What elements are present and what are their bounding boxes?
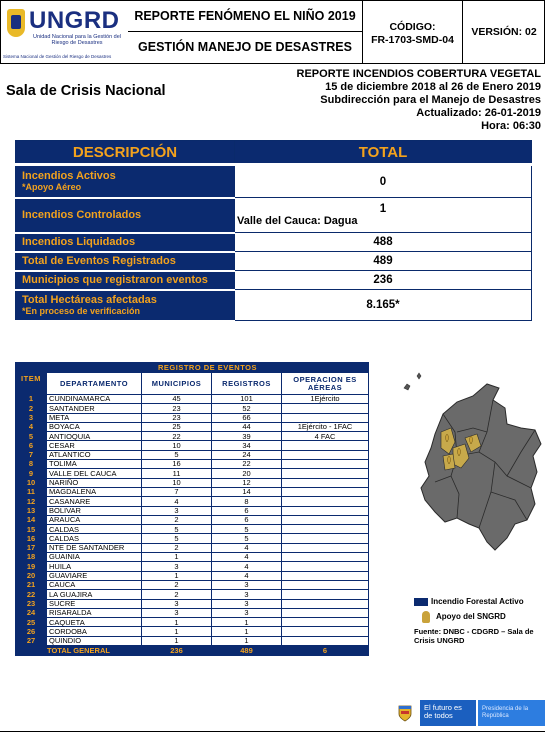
item-number: 7 xyxy=(16,450,47,459)
item-number: 15 xyxy=(16,525,47,534)
registros-cell: 3 xyxy=(212,599,282,608)
registros-cell: 1 xyxy=(212,636,282,645)
departamento-cell: VALLE DEL CAUCA xyxy=(47,469,142,478)
registros-cell: 14 xyxy=(212,487,282,496)
summary-sublabel: *En proceso de verificación xyxy=(22,306,141,316)
municipios-cell: 3 xyxy=(142,599,212,608)
municipios-cell: 2 xyxy=(142,515,212,524)
registros-cell: 52 xyxy=(212,404,282,413)
summary-note: Valle del Cauca: Dagua xyxy=(237,215,358,227)
municipios-cell: 22 xyxy=(142,432,212,441)
registros-cell: 4 xyxy=(212,543,282,552)
source-note: Fuente: DNBC - CDGRD – Sala de Crisis UNGRD xyxy=(414,627,534,645)
municipios-cell: 1 xyxy=(142,571,212,580)
ungrd-shield-icon xyxy=(7,9,25,37)
departamento-cell: CAUCA xyxy=(47,580,142,589)
operaciones-cell xyxy=(282,515,369,524)
registros-cell: 22 xyxy=(212,460,282,469)
departamento-cell: CESAR xyxy=(47,441,142,450)
document-code xyxy=(363,1,463,63)
operaciones-cell xyxy=(282,627,369,636)
header-title-1: REPORTE FENÓMENO EL NIÑO 2019 xyxy=(128,1,363,32)
departamento-cell: QUINDIO xyxy=(47,636,142,645)
item-number: 23 xyxy=(16,599,47,608)
summary-row xyxy=(16,290,532,321)
departamento-cell: SANTANDER xyxy=(47,404,142,413)
operaciones-cell xyxy=(282,534,369,543)
departamento-cell: ATLANTICO xyxy=(47,450,142,459)
table-row xyxy=(16,590,369,599)
registros-cell: 3 xyxy=(212,590,282,599)
apoyo-marker-icon xyxy=(422,611,430,623)
summary-row xyxy=(16,198,532,233)
legend-apoyo-label: Apoyo del SNGRD xyxy=(436,612,506,621)
municipios-cell: 10 xyxy=(142,441,212,450)
col-item: ITEM xyxy=(16,363,47,395)
item-number: 4 xyxy=(16,422,47,431)
municipios-cell: 4 xyxy=(142,497,212,506)
summary-col-description: DESCRIPCIÓN xyxy=(16,141,235,165)
legend-item-activo xyxy=(414,594,524,609)
presidencia-logo xyxy=(396,700,545,726)
col-registros: REGISTROS xyxy=(212,373,282,395)
summary-value: 0 xyxy=(379,175,387,188)
futuro-label: El futuro es de todos xyxy=(420,700,476,726)
table-row xyxy=(16,618,369,627)
registros-cell: 4 xyxy=(212,571,282,580)
table-row xyxy=(16,580,369,589)
municipios-cell: 1 xyxy=(142,553,212,562)
municipios-cell: 2 xyxy=(142,580,212,589)
operaciones-cell xyxy=(282,404,369,413)
summary-value: 236 xyxy=(373,274,393,286)
registros-cell: 66 xyxy=(212,413,282,422)
summary-table xyxy=(15,140,532,322)
summary-label: Total de Eventos Registrados xyxy=(22,255,176,267)
table-row xyxy=(16,627,369,636)
item-number: 25 xyxy=(16,618,47,627)
item-number: 3 xyxy=(16,413,47,422)
municipios-cell: 1 xyxy=(142,636,212,645)
municipios-cell: 1 xyxy=(142,618,212,627)
legend-item-apoyo xyxy=(414,609,524,624)
report-line-3: Subdirección para el Manejo de Desastres xyxy=(320,94,541,106)
operaciones-cell xyxy=(282,441,369,450)
total-municipios: 236 xyxy=(142,646,212,656)
summary-row xyxy=(16,271,532,290)
registros-cell: 5 xyxy=(212,534,282,543)
departamento-cell: ANTIOQUIA xyxy=(47,432,142,441)
table-row xyxy=(16,534,369,543)
departamento-cell: HUILA xyxy=(47,562,142,571)
operaciones-cell xyxy=(282,525,369,534)
col-departamento: DEPARTAMENTO xyxy=(47,373,142,395)
departamento-cell: BOLIVAR xyxy=(47,506,142,515)
summary-label: Incendios Activos xyxy=(22,170,116,183)
report-info xyxy=(241,68,541,133)
departamento-cell: LA GUAJIRA xyxy=(47,590,142,599)
table-row xyxy=(16,562,369,571)
total-label: TOTAL GENERAL xyxy=(16,646,142,656)
item-number: 19 xyxy=(16,562,47,571)
operaciones-cell: 4 FAC xyxy=(282,432,369,441)
municipios-cell: 3 xyxy=(142,506,212,515)
summary-row xyxy=(16,165,532,198)
table-row xyxy=(16,450,369,459)
registros-cell: 20 xyxy=(212,469,282,478)
municipios-cell: 45 xyxy=(142,395,212,404)
summary-row xyxy=(16,233,532,252)
summary-col-total: TOTAL xyxy=(235,141,532,165)
item-number: 21 xyxy=(16,580,47,589)
departamento-cell: CALDAS xyxy=(47,525,142,534)
item-number: 14 xyxy=(16,515,47,524)
events-body xyxy=(16,395,369,646)
item-number: 16 xyxy=(16,534,47,543)
presidencia-label: Presidencia de la República xyxy=(478,700,545,726)
municipios-cell: 5 xyxy=(142,450,212,459)
total-operaciones: 6 xyxy=(282,646,369,656)
events-total-row xyxy=(16,646,369,656)
item-number: 2 xyxy=(16,404,47,413)
colombia-map xyxy=(395,372,545,592)
departamento-cell: CASANARE xyxy=(47,497,142,506)
operaciones-cell xyxy=(282,450,369,459)
report-line-4: Actualizado: 26-01-2019 xyxy=(416,107,541,119)
departamento-cell: TOLIMA xyxy=(47,460,142,469)
logo-title: UNGRD xyxy=(29,7,120,34)
operaciones-cell xyxy=(282,562,369,571)
table-row xyxy=(16,413,369,422)
departamento-cell: MAGDALENA xyxy=(47,487,142,496)
registros-cell: 6 xyxy=(212,515,282,524)
summary-value: 488 xyxy=(373,236,393,248)
registros-cell: 3 xyxy=(212,580,282,589)
registros-cell: 12 xyxy=(212,478,282,487)
operaciones-cell xyxy=(282,506,369,515)
item-number: 27 xyxy=(16,636,47,645)
operaciones-cell xyxy=(282,599,369,608)
municipios-cell: 5 xyxy=(142,534,212,543)
departamento-cell: GUAINIA xyxy=(47,553,142,562)
registros-cell: 4 xyxy=(212,562,282,571)
departamento-cell: GUAVIARE xyxy=(47,571,142,580)
item-number: 9 xyxy=(16,469,47,478)
municipios-cell: 3 xyxy=(142,608,212,617)
summary-sublabel: *Apoyo Aéreo xyxy=(22,182,82,193)
table-row xyxy=(16,487,369,496)
map-legend xyxy=(414,594,524,624)
item-number: 22 xyxy=(16,590,47,599)
operaciones-cell: 1Ejército xyxy=(282,395,369,404)
item-number: 12 xyxy=(16,497,47,506)
document-header xyxy=(0,0,545,64)
departamento-cell: CORDOBA xyxy=(47,627,142,636)
registros-cell: 1 xyxy=(212,627,282,636)
departamento-cell: SUCRE xyxy=(47,599,142,608)
item-number: 17 xyxy=(16,543,47,552)
operaciones-cell: 1Ejército - 1FAC xyxy=(282,422,369,431)
col-municipios: MUNICIPIOS xyxy=(142,373,212,395)
activo-swatch xyxy=(414,598,428,606)
item-number: 8 xyxy=(16,460,47,469)
municipios-cell: 16 xyxy=(142,460,212,469)
events-group-header: REGISTRO DE EVENTOS xyxy=(47,363,369,373)
operaciones-cell xyxy=(282,618,369,627)
table-row xyxy=(16,469,369,478)
summary-value: 489 xyxy=(373,255,393,267)
registros-cell: 44 xyxy=(212,422,282,431)
registros-cell: 6 xyxy=(212,506,282,515)
item-number: 6 xyxy=(16,441,47,450)
logo-subtitle: Unidad Nacional para la Gestión del Riesgo de Desastres xyxy=(32,34,122,46)
events-table xyxy=(15,362,369,656)
table-row xyxy=(16,571,369,580)
legend-activo-label: Incendio Forestal Activo xyxy=(431,597,524,606)
document-version: VERSIÓN: 02 xyxy=(471,26,537,38)
departamento-cell: CALDAS xyxy=(47,534,142,543)
total-registros: 489 xyxy=(212,646,282,656)
table-row xyxy=(16,460,369,469)
municipios-cell: 23 xyxy=(142,413,212,422)
municipios-cell: 25 xyxy=(142,422,212,431)
municipios-cell: 23 xyxy=(142,404,212,413)
table-row xyxy=(16,506,369,515)
municipios-cell: 2 xyxy=(142,543,212,552)
table-row xyxy=(16,422,369,431)
item-number: 10 xyxy=(16,478,47,487)
item-number: 26 xyxy=(16,627,47,636)
registros-cell: 34 xyxy=(212,441,282,450)
municipios-cell: 7 xyxy=(142,487,212,496)
summary-label: Municipios que registraron eventos xyxy=(22,274,208,286)
operaciones-cell xyxy=(282,469,369,478)
registros-cell: 24 xyxy=(212,450,282,459)
ungrd-logo xyxy=(1,1,128,63)
municipios-cell: 1 xyxy=(142,627,212,636)
departamento-cell: NARIÑO xyxy=(47,478,142,487)
report-line-2: 15 de diciembre 2018 al 26 de Enero 2019 xyxy=(325,81,541,93)
table-row xyxy=(16,432,369,441)
item-number: 20 xyxy=(16,571,47,580)
item-number: 24 xyxy=(16,608,47,617)
municipios-cell: 10 xyxy=(142,478,212,487)
code-value: FR-1703-SMD-04 xyxy=(371,34,454,46)
registros-cell: 3 xyxy=(212,608,282,617)
operaciones-cell xyxy=(282,553,369,562)
colombia-coat-of-arms-icon xyxy=(396,702,414,722)
table-row xyxy=(16,497,369,506)
operaciones-cell xyxy=(282,478,369,487)
report-line-5: Hora: 06:30 xyxy=(481,120,541,132)
operaciones-cell xyxy=(282,580,369,589)
table-row xyxy=(16,441,369,450)
departamento-cell: CAQUETA xyxy=(47,618,142,627)
departamento-cell: BOYACA xyxy=(47,422,142,431)
operaciones-cell xyxy=(282,497,369,506)
operaciones-cell xyxy=(282,460,369,469)
summary-value: 8.165* xyxy=(366,299,400,311)
operaciones-cell xyxy=(282,487,369,496)
summary-label: Total Hectáreas afectadas xyxy=(22,294,157,306)
operaciones-cell xyxy=(282,636,369,645)
table-row xyxy=(16,608,369,617)
table-row xyxy=(16,478,369,487)
operaciones-cell xyxy=(282,608,369,617)
sala-title: Sala de Crisis Nacional xyxy=(6,83,166,99)
operaciones-cell xyxy=(282,413,369,422)
operaciones-cell xyxy=(282,571,369,580)
summary-label: Incendios Controlados xyxy=(22,209,142,221)
summary-row xyxy=(16,252,532,271)
item-number: 13 xyxy=(16,506,47,515)
table-row xyxy=(16,543,369,552)
municipios-cell: 11 xyxy=(142,469,212,478)
item-number: 1 xyxy=(16,395,47,404)
registros-cell: 5 xyxy=(212,525,282,534)
summary-value: 1 xyxy=(379,203,387,215)
registros-cell: 39 xyxy=(212,432,282,441)
departamento-cell: RISARALDA xyxy=(47,608,142,617)
departamento-cell: CUNDINAMARCA xyxy=(47,395,142,404)
registros-cell: 101 xyxy=(212,395,282,404)
municipios-cell: 3 xyxy=(142,562,212,571)
code-label: CÓDIGO: xyxy=(389,21,436,33)
registros-cell: 4 xyxy=(212,553,282,562)
table-row xyxy=(16,553,369,562)
col-operaciones: OPERACION ES AÉREAS xyxy=(282,373,369,395)
header-title-2: GESTIÓN MANEJO DE DESASTRES xyxy=(128,32,363,63)
table-row xyxy=(16,599,369,608)
item-number: 18 xyxy=(16,553,47,562)
summary-label: Incendios Liquidados xyxy=(22,236,136,248)
table-row xyxy=(16,395,369,404)
item-number: 5 xyxy=(16,432,47,441)
table-row xyxy=(16,515,369,524)
registros-cell: 1 xyxy=(212,618,282,627)
table-row xyxy=(16,636,369,645)
bottom-divider xyxy=(0,731,545,732)
operaciones-cell xyxy=(282,590,369,599)
item-number: 11 xyxy=(16,487,47,496)
departamento-cell: META xyxy=(47,413,142,422)
report-line-1: REPORTE INCENDIOS COBERTURA VEGETAL xyxy=(296,68,541,80)
operaciones-cell xyxy=(282,543,369,552)
departamento-cell: ARAUCA xyxy=(47,515,142,524)
table-row xyxy=(16,404,369,413)
departamento-cell: NTE DE SANTANDER xyxy=(47,543,142,552)
logo-footer: Sistema Nacional de Gestión del Riesgo de Desastres xyxy=(3,54,112,59)
municipios-cell: 2 xyxy=(142,590,212,599)
registros-cell: 8 xyxy=(212,497,282,506)
table-row xyxy=(16,525,369,534)
municipios-cell: 5 xyxy=(142,525,212,534)
